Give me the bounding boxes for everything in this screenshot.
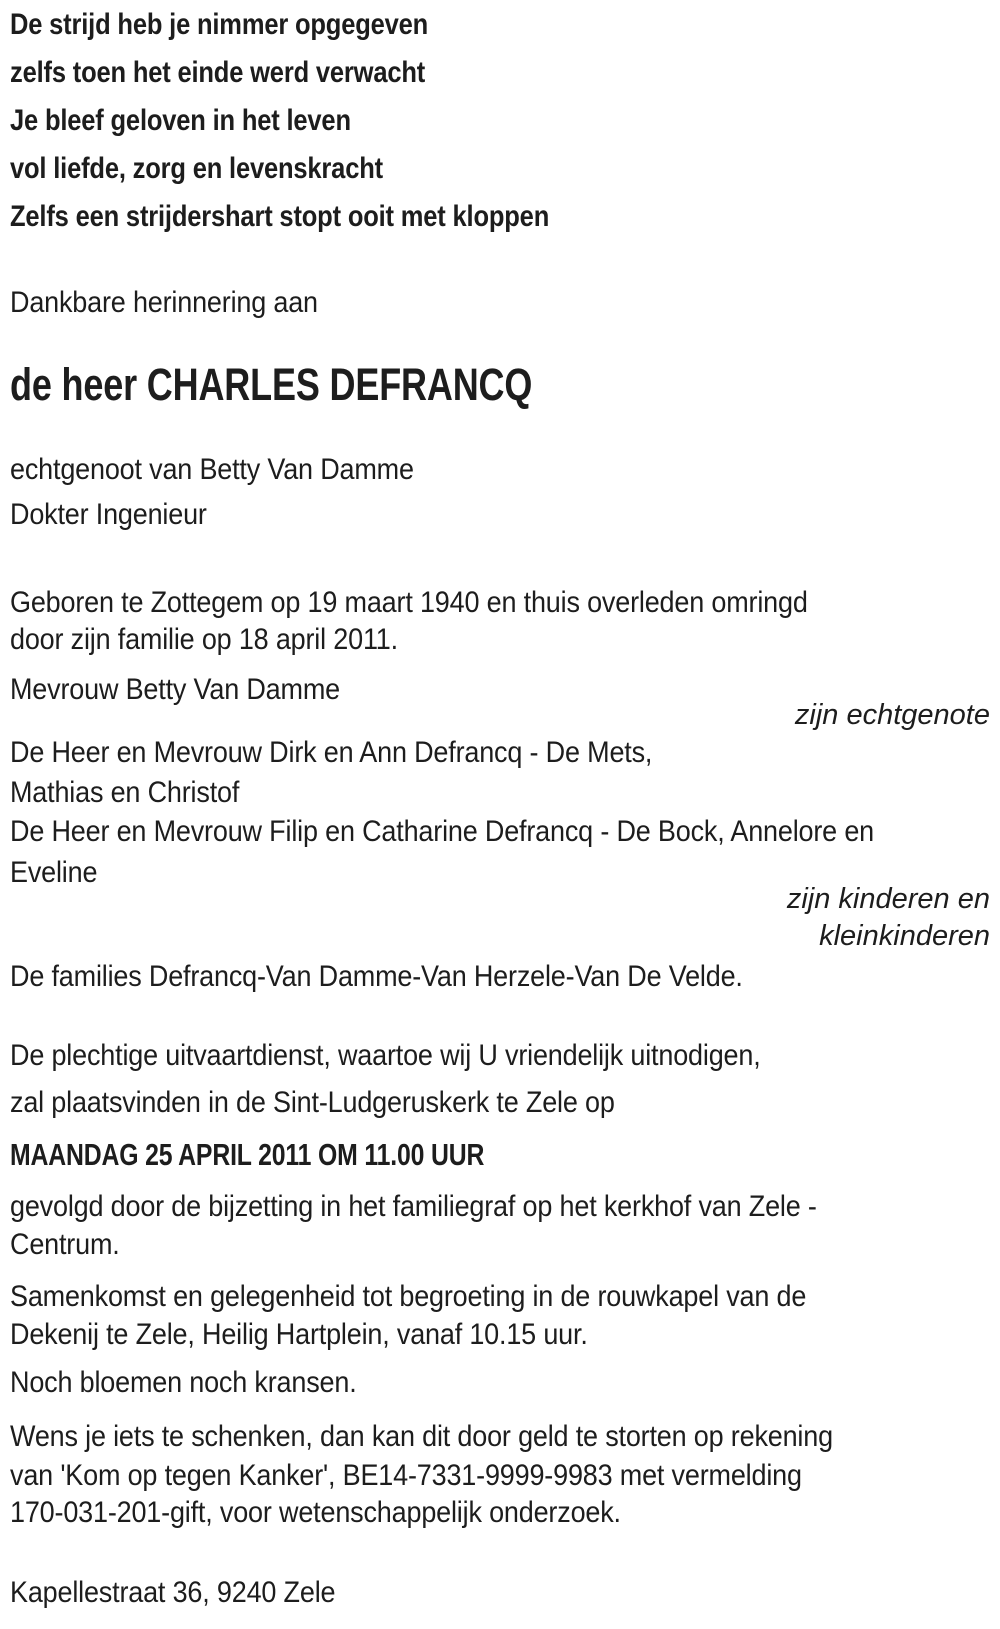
life-line: Geboren te Zottegem op 19 maart 1940 en thuis overleden omringd	[10, 586, 808, 619]
family-line: De Heer en Mevrouw Dirk en Ann Defrancq - De Mets,	[10, 736, 653, 769]
families-line: De families Defrancq-Van Damme-Van Herzele-Van De Velde.	[10, 960, 743, 993]
donation-line: Wens je iets te schenken, dan kan dit door geld te storten op rekening	[10, 1420, 833, 1453]
poem-line: Zelfs een strijdershart stopt ooit met kloppen	[10, 200, 550, 233]
spouse-line: echtgenoot van Betty Van Damme	[10, 453, 414, 486]
family-line: Mathias en Christof	[10, 776, 240, 809]
widow-role-label: zijn echtgenote	[794, 699, 990, 731]
widow-name: Mevrouw Betty Van Damme	[10, 673, 340, 706]
poem-line: vol liefde, zorg en levenskracht	[10, 152, 383, 185]
burial-line: gevolgd door de bijzetting in het familiegraf op het kerkhof van Zele -	[10, 1190, 817, 1223]
service-datetime: MAANDAG 25 APRIL 2011 OM 11.00 UUR	[10, 1137, 485, 1172]
invitation-line: De plechtige uitvaartdienst, waartoe wij U vriendelijk uitnodigen,	[10, 1039, 761, 1072]
poem-line: De strijd heb je nimmer opgegeven	[10, 8, 429, 41]
family-line: De Heer en Mevrouw Filip en Catharine Defrancq - De Bock, Annelore en	[10, 815, 875, 848]
profession-line: Dokter Ingenieur	[10, 498, 207, 531]
gathering-line: Samenkomst en gelegenheid tot begroeting in de rouwkapel van de	[10, 1280, 807, 1313]
family-line: Eveline	[10, 856, 98, 889]
intro-text: Dankbare herinnering aan	[10, 286, 318, 319]
deceased-name: de heer CHARLES DEFRANCQ	[10, 359, 533, 410]
poem-line: Je bleef geloven in het leven	[10, 104, 351, 137]
donation-line: van 'Kom op tegen Kanker', BE14-7331-9999-9983 met vermelding	[10, 1459, 802, 1492]
no-flowers-line: Noch bloemen noch kransen.	[10, 1366, 357, 1399]
life-line: door zijn familie op 18 april 2011.	[10, 623, 398, 656]
gathering-line: Dekenij te Zele, Heilig Hartplein, vanaf 10.15 uur.	[10, 1318, 588, 1351]
donation-line: 170-031-201-gift, voor wetenschappelijk onderzoek.	[10, 1496, 621, 1529]
children-role-label: kleinkinderen	[819, 920, 990, 952]
children-role-label: zijn kinderen en	[786, 883, 990, 915]
invitation-line: zal plaatsvinden in de Sint-Ludgeruskerk te Zele op	[10, 1086, 615, 1119]
address-line: Kapellestraat 36, 9240 Zele	[10, 1576, 336, 1609]
burial-line: Centrum.	[10, 1228, 120, 1261]
poem-line: zelfs toen het einde werd verwacht	[10, 56, 426, 89]
